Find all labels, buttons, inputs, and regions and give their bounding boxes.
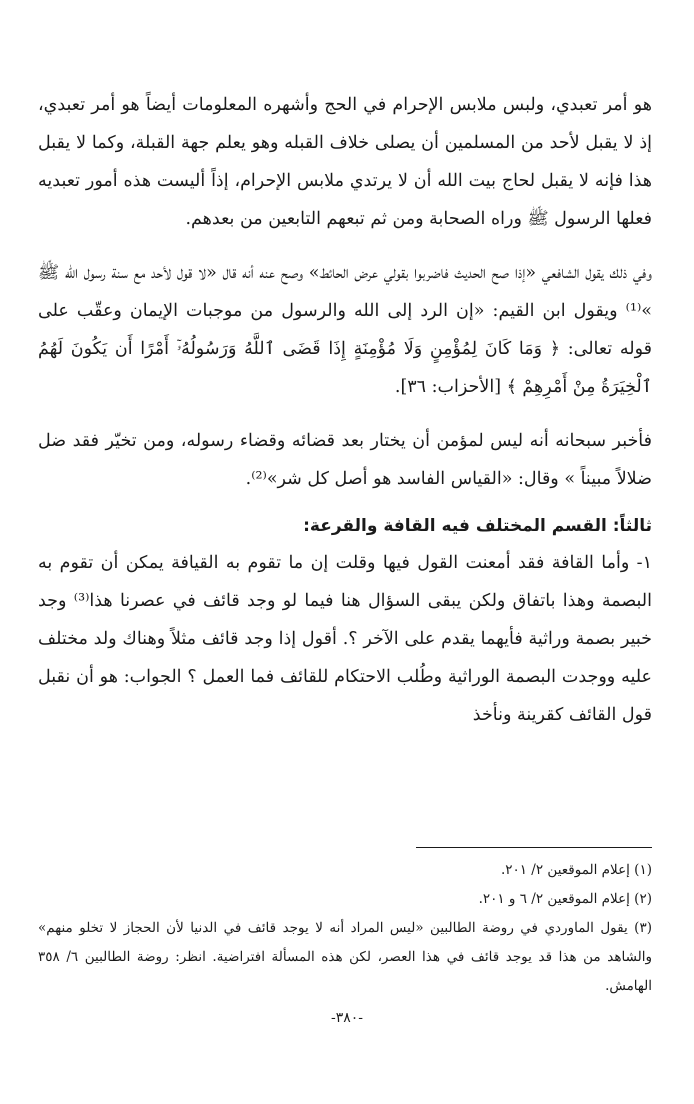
- page-number: -٣٨٠-: [330, 1010, 364, 1026]
- footnotes: [38, 856, 652, 1001]
- footnote-2: (٢) إعلام الموقعين ٢/ ٦ و ٢٠١.: [478, 891, 652, 907]
- paragraph-qiyas: فأخبر سبحانه أنه ليس لمؤمن أن يختار بعد قضائه وقضاء رسوله، ومن تخيّر فقد ضل ضلالاً مبيناً » وقال: «القياس الفاسد هو أصل كل شر»⁽²⁾.: [38, 431, 652, 489]
- paragraph-qafah: ١- وأما القافة فقد أمعنت القول فيها وقلت إن ما تقوم به القيافة يمكن أن تقوم به البصمة وهذا باتفاق ولكن يبقى السؤال هنا فيما لو وجد قائف في عصرنا هذا⁽³⁾ وجد خبير بصمة وراثية فأيهما يقدم على الآخر ؟. أقول إذا وجد قائف مثلاً وهناك ولد مختلف عليه ووجدت البصمة الوراثية وطُلب الاحتكام للقائف فما العمل ؟ الجواب: هو أن نقبل قول القائف كقرينة ونأخذ: [38, 553, 652, 725]
- footnote-3: (٣) يقول الماوردي في روضة الطالبين «ليس المراد أنه لا يوجد قائف في الدنيا لأن الحجاز لا تخلو منهم» والشاهد من هذا قد يوجد قائف في هذا العصر، لكن هذه المسألة افتراضية. انظر: روضة الطالبين ٦/ ٣٥٨ الهامش.: [38, 920, 652, 994]
- section-heading: ثالثاً: القسم المختلف فيه القافة والقرعة:: [303, 516, 652, 536]
- main-text: [38, 86, 652, 734]
- paragraph-devotional-acts: هو أمر تعبدي، ولبس ملابس الإحرام في الحج وأشهره المعلومات أيضاً هو أمر تعبدي، إذ لا يقبل لأحد من المسلمين أن يصلى خلاف القبله وهو يعلم جهة القبلة، وكما لا يقبل هذا فإنه لا يقبل لحاج بيت الله أن لا يرتدي ملابس الإحرام، إذاً أليست هذه أمور تعبديه فعلها الرسول ﷺ وراه الصحابة ومن ثم تبعهم التابعين من بعدهم.: [38, 95, 652, 229]
- paragraph-shafii-quote: وفي ذلك يقول الشافعي «إذا صح الحديث فاضربوا بقولي عرض الحائط» وصح عنه أنه قال «لا قول لأحد مع سنة رسول الله ﷺ »⁽¹⁾ ويقول ابن القيم: «إن الرد إلى الله والرسول من موجبات الإيمان وعقّب على قوله تعالى: ﴿ وَمَا كَانَ لِمُؤْمِنٍ وَلَا مُؤْمِنَةٍ إِذَا قَضَى ٱللَّهُ وَرَسُولُهُۥٓ أَمْرًا أَن يَكُونَ لَهُمُ ٱلْخِيَرَةُ مِنْ أَمْرِهِمْ ﴾ [الأحزاب: ٣٦].: [38, 263, 652, 397]
- footnote-divider: [416, 847, 652, 848]
- footnote-1: (١) إعلام الموقعين ٢/ ٢٠١.: [500, 862, 652, 878]
